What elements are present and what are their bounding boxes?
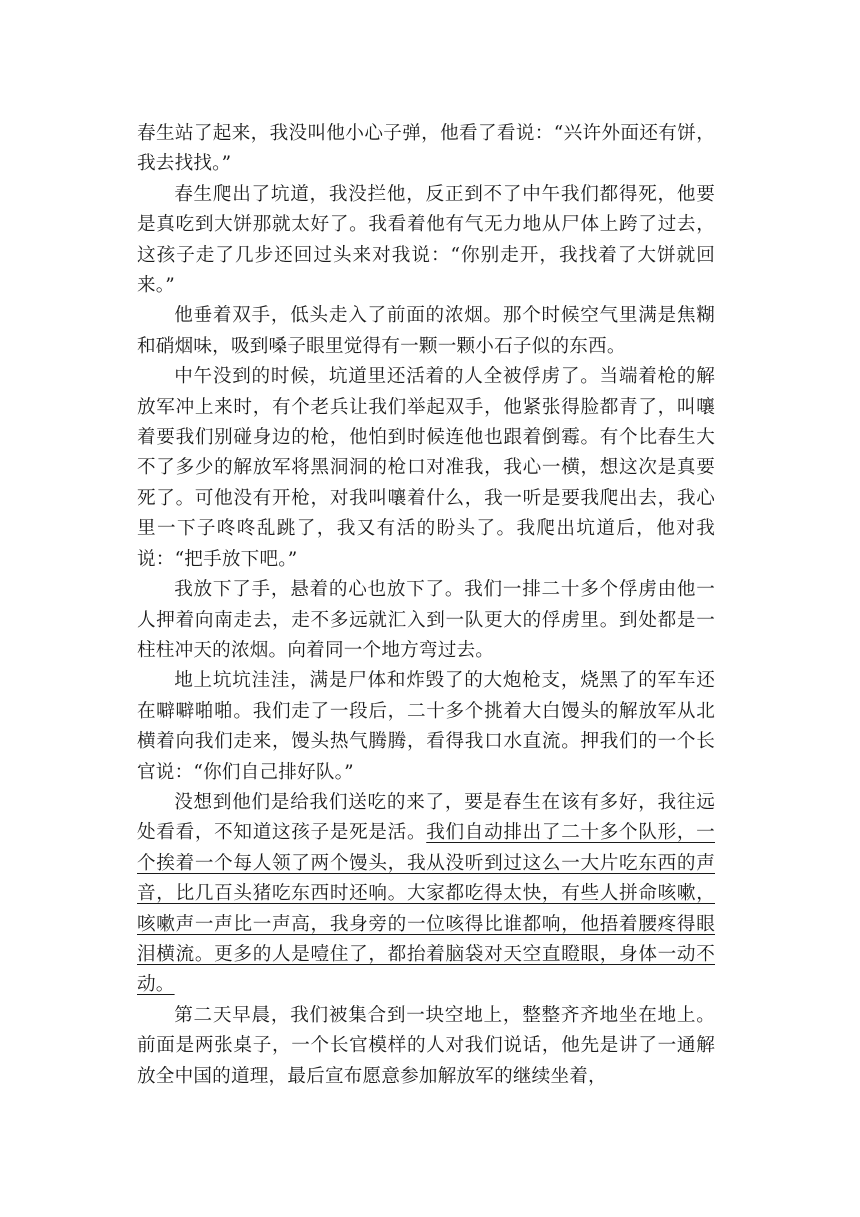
paragraph-6: 地上坑坑洼洼，满是尸体和炸毁了的大炮枪支，烧黑了的军车还在噼噼啪啪。我们走了一段后，二十多个挑着大白馒头的解放军从北横着向我们走来，馒头热气腾腾，看得我口水直流。押我们的一个长官说：“你们自己排好队。” [137, 670, 715, 783]
paragraph-7-text: 没想到他们是给我们送吃的来了，要是春生在该有多好，我往远处看看，不知道这孩子是死是活。 [137, 791, 715, 844]
paragraph-1: 春生站了起来，我没叫他小心子弹，他看了看说：“兴许外面还有饼，我去找找。” [137, 123, 715, 175]
paragraph-3: 他垂着双手，低头走入了前面的浓烟。那个时候空气里满是焦糊和硝烟味，吸到嗓子眼里觉得有一颗一颗小石子似的东西。 [137, 305, 715, 357]
paragraph-2: 春生爬出了坑道，我没拦他，反正到不了中午我们都得死，他要是真吃到大饼那就太好了。我看着他有气无力地从尸体上跨了过去，这孩子走了几步还回过头来对我说：“你别走开，我找着了大饼就回来。” [137, 183, 715, 297]
paragraph-8: 第二天早晨，我们被集合到一块空地上，整整齐齐地坐在地上。前面是两张桌子，一个长官模样的人对我们说话，他先是讲了一通解放全中国的道理，最后宣布愿意参加解放军的继续坐着， [137, 1004, 715, 1087]
paragraph-7 [137, 788, 715, 1001]
underlined-passage: 我们自动排出了二十多个队形，一个挨着一个每人领了两个馒头，我从没听到过这么一大片吃东西的声音，比几百头猪吃东西时还响。大家都吃得太快，有些人拼命咳嗽，咳嗽声一声比一声高，我身旁的一位咳得比谁都响，他捂着腰疼得眼泪横流。更多的人是噎住了，都抬着脑袋对天空直瞪眼，身体一动不动。 [137, 822, 715, 996]
paragraph-5: 我放下了手，悬着的心也放下了。我们一排二十多个俘虏由他一人押着向南走去，走不多远就汇入到一队更大的俘虏里。到处都是一柱柱冲天的浓烟。向着同一个地方弯过去。 [137, 579, 715, 661]
passage-body [137, 119, 715, 1092]
paragraph-4: 中午没到的时候，坑道里还活着的人全被俘虏了。当端着枪的解放军冲上来时，有个老兵让我们举起双手，他紧张得脸都青了，叫嚷着要我们别碰身边的枪，他怕到时候连他也跟着倒霉。有个比春生大不了多少的解放军将黑洞洞的枪口对准我，我心一横，想这次是真要死了。可他没有开枪，对我叫嚷着什么，我一听是要我爬出去，我心里一下子咚咚乱跳了，我又有活的盼头了。我爬出坑道后，他对我说：“把手放下吧。” [137, 366, 715, 570]
